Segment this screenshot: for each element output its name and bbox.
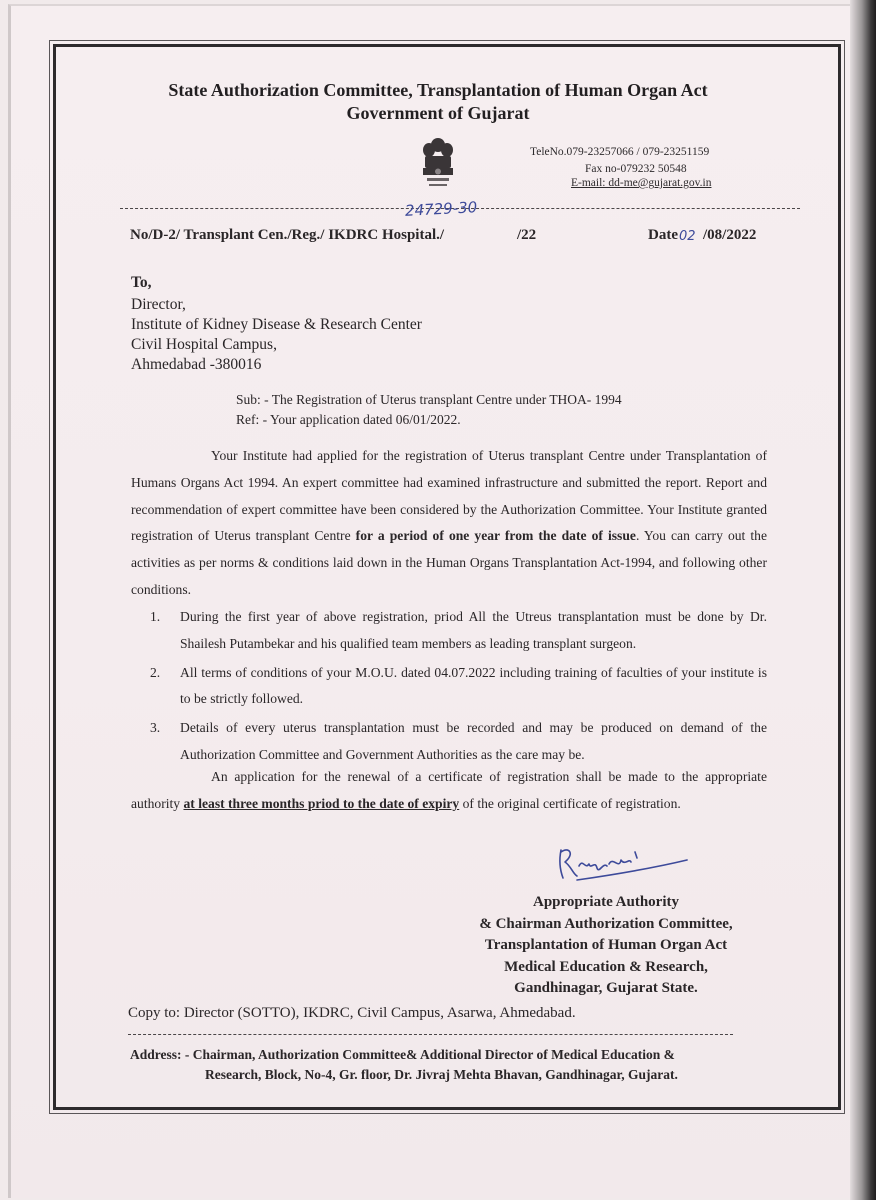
condition-number: 1.: [150, 609, 161, 624]
condition-item: [150, 715, 767, 769]
national-emblem-icon: [418, 136, 458, 194]
signatory-location: Gandhinagar, Gujarat State.: [514, 980, 698, 996]
recipient-campus: Civil Hospital Campus,: [131, 336, 277, 353]
handwritten-signature: [555, 840, 695, 890]
signatory-committee: & Chairman Authorization Committee,: [479, 915, 733, 932]
recipient-to: To,: [131, 274, 152, 291]
body-paragraph-1: [131, 443, 767, 604]
government-title: Government of Gujarat: [346, 103, 530, 123]
condition-text: Details of every uterus transplantation must be recorded and may be produced on demand of the Authorization Committee and Government Authorities as the care may be.: [180, 720, 767, 762]
handwritten-date-day: 02: [679, 229, 696, 244]
signatory-block: [456, 892, 756, 1000]
body-paragraph-2: [131, 764, 767, 818]
fax-number: Fax no-079232 50548: [585, 163, 687, 175]
footer-address-line-2: Research, Block, No-4, Gr. floor, Dr. Jivraj Mehta Bhavan, Gandhinagar, Gujarat.: [205, 1067, 678, 1082]
date-label: Date: [648, 227, 678, 243]
copy-to-line: Copy to: Director (SOTTO), IKDRC, Civil Campus, Asarwa, Ahmedabad.: [128, 1005, 576, 1021]
date-value: /08/2022: [703, 227, 757, 243]
para1-bold-text: for a period of one year from the date of issue: [355, 528, 636, 544]
para1-text-a: Your Institute had applied for the registration of Uterus transplant Centre under Transplantation of Humans Organs Act 1994. An expert committee had examined infrastructure and submitted the report. Report and recommendation of expert committee have been considered by the Authorization Committee. Your Institute granted registration of Uterus transplant Centre: [131, 448, 767, 544]
signatory-act: Transplantation of Human Organ Act: [484, 937, 728, 953]
signatory-title: Appropriate Authority: [533, 894, 679, 910]
condition-item: [150, 604, 767, 658]
email-address: E-mail: dd-me@gujarat.gov.in: [571, 177, 712, 189]
committee-title: State Authorization Committee, Transplantation of Human Organ Act: [168, 80, 708, 100]
para1-text-b: . You can carry out the activities as per norms & conditions laid down in the Human Organs Transplantation Act-1994, and following other conditions.: [131, 528, 767, 597]
para2-text-a: An application for the renewal of a certificate of registration shall be made to the appropriate authority: [131, 769, 767, 811]
reference-number: No/D-2/ Transplant Cen./Reg./ IKDRC Hospital./: [130, 227, 445, 243]
footer-address: [130, 1045, 770, 1085]
reference-year: /22: [517, 227, 537, 243]
footer-address-line-1: Address: - Chairman, Authorization Committee& Additional Director of Medical Education &: [130, 1047, 675, 1062]
telephone-numbers: TeleNo.079-23257066 / 079-23251159: [530, 146, 710, 158]
recipient-designation: Director,: [131, 296, 186, 313]
para2-underlined-text: at least three months priod to the date of expiry: [183, 795, 460, 811]
signatory-department: Medical Education & Research,: [504, 958, 708, 975]
condition-number: 2.: [150, 664, 161, 680]
scanner-edge-shadow: [850, 0, 876, 1200]
footer-divider: [128, 1034, 733, 1035]
recipient-institute: Institute of Kidney Disease & Research Center: [131, 316, 422, 333]
handwritten-dispatch-number: 24729-30: [404, 198, 478, 220]
conditions-list: [150, 604, 767, 771]
condition-item: [150, 660, 767, 714]
para2-text-b: of the original certificate of registration.: [459, 795, 681, 811]
recipient-city: Ahmedabad -380016: [131, 356, 262, 373]
subject-line: Sub: - The Registration of Uterus transplant Centre under THOA- 1994: [236, 392, 622, 407]
condition-text: All terms of conditions of your M.O.U. dated 04.07.2022 including training of faculties of your institute is to be strictly followed.: [180, 664, 767, 707]
condition-text: During the first year of above registration, priod All the Utreus transplantation must be done by Dr. Shailesh Putambekar and his qualified team members as leading transplant surgeon.: [180, 609, 767, 651]
condition-number: 3.: [150, 720, 161, 736]
reference-line: Ref: - Your application dated 06/01/2022.: [236, 412, 461, 427]
